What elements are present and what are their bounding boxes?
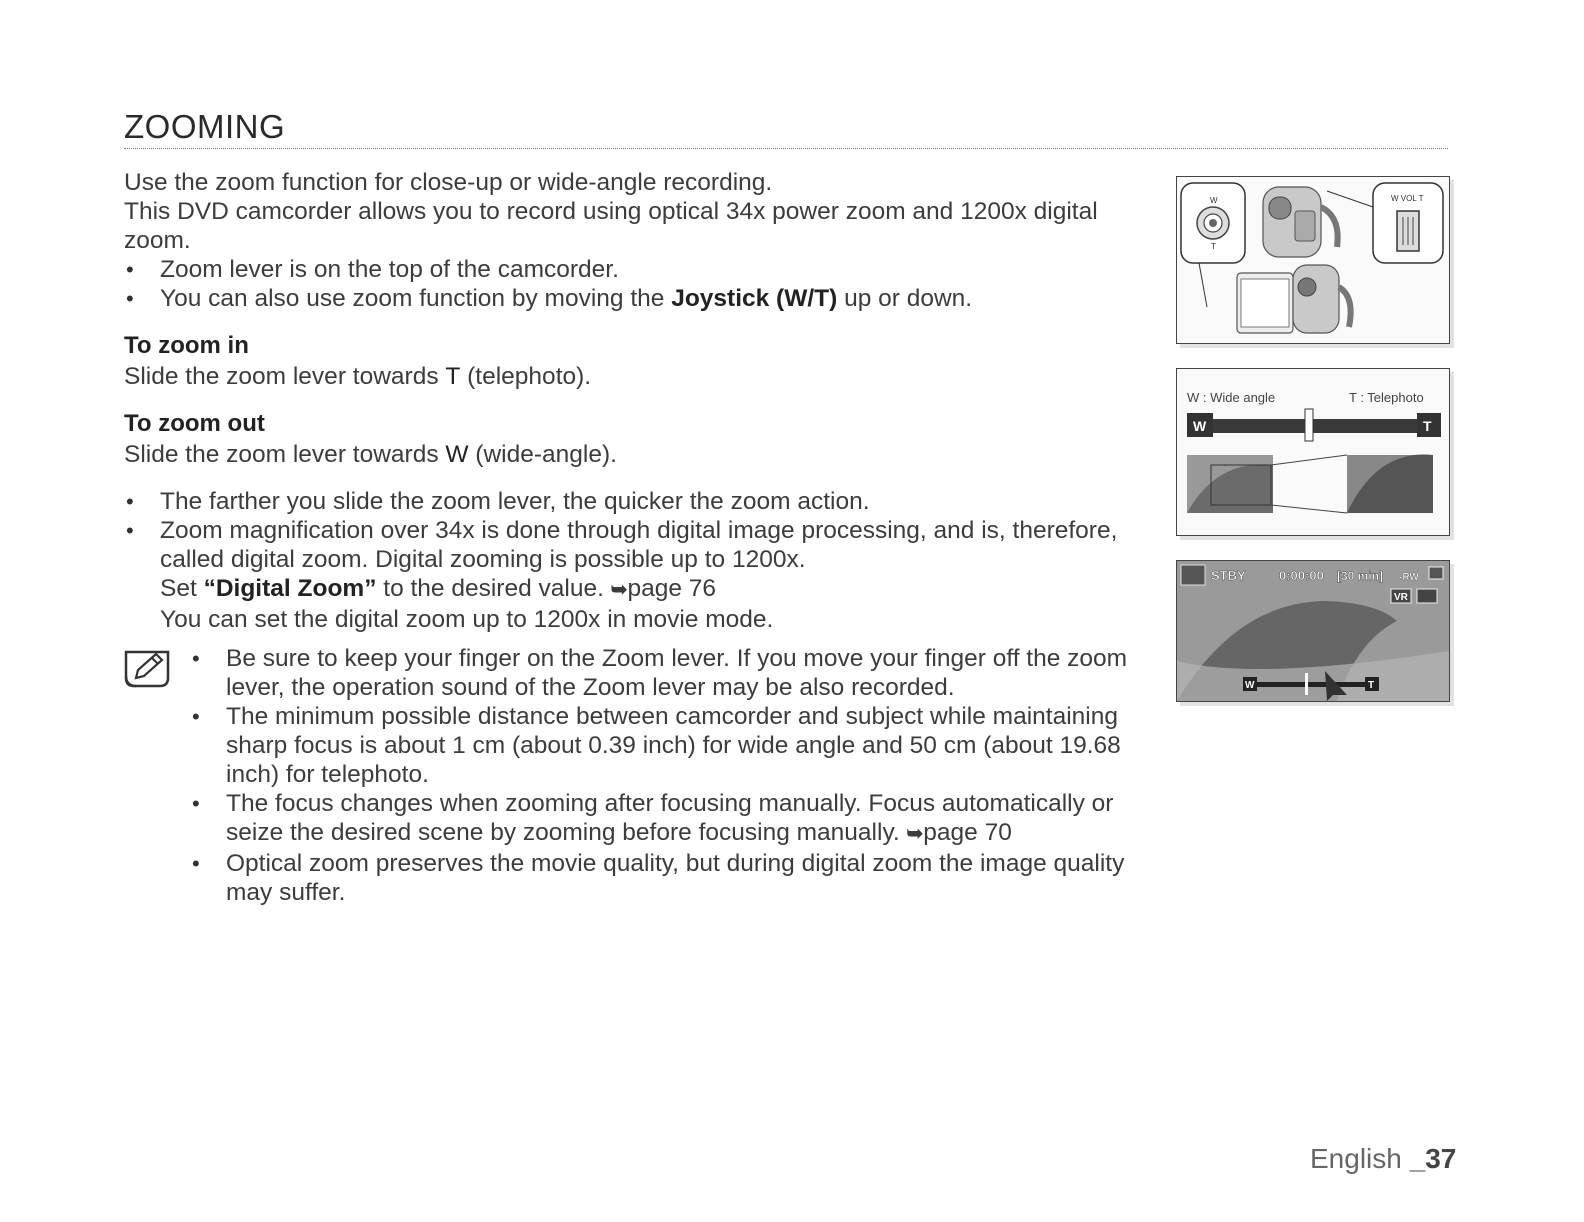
camcorder-drawing <box>1177 177 1449 343</box>
footer-language: English <box>1310 1143 1402 1174</box>
zoom-out-pre: Slide the zoom lever towards <box>124 441 446 468</box>
page-number: _37 <box>1409 1143 1457 1174</box>
battery-icon <box>1429 567 1443 579</box>
osd-time: 0:00:00 <box>1279 568 1324 583</box>
zoom-in-key: T <box>445 363 461 390</box>
page-ref-arrow-icon: ➥ <box>610 579 628 601</box>
osd-bar-w: W <box>1245 680 1255 691</box>
tips-block <box>124 487 1164 634</box>
intro-block <box>124 168 1164 313</box>
lever-label: W VOL T <box>1391 194 1424 203</box>
zoom-in-post: (telephoto). <box>460 363 592 390</box>
note-2: • The minimum possible distance between camcorder and subject while maintaining sharp focus is about 1 cm (about 0.39 inch) for wide angle and 50 cm (about 19.68 inch) for telephoto. <box>190 702 1170 789</box>
joystick-label: Joystick (W/T) <box>671 285 838 312</box>
wide-angle-label: W : Wide angle <box>1187 390 1276 405</box>
osd-vr: VR <box>1394 592 1408 603</box>
note-3 <box>190 789 1170 849</box>
zoom-in-heading: To zoom in <box>124 332 249 359</box>
w-key-label: W <box>1193 418 1207 434</box>
zoom-out-text <box>124 440 1164 469</box>
zoom-in-text <box>124 362 1164 391</box>
tip-set-post: to the desired value. <box>376 575 611 602</box>
intro-line-2: This DVD camcorder allows you to record using optical 34x power zoom and 1200x digital zoom. <box>124 198 1098 254</box>
note-pencil-icon <box>122 648 172 690</box>
note-4: • Optical zoom preserves the movie quality, but during digital zoom the image quality may suffer. <box>190 849 1170 907</box>
zoom-out-post: (wide-angle). <box>468 441 617 468</box>
note-1: • Be sure to keep your finger on the Zoom lever. If you move your finger off the zoom lever, the operation sound of the Zoom lever may be also recorded. <box>190 644 1170 702</box>
page-ref-76[interactable]: page 76 <box>627 575 717 602</box>
quality-icon <box>1417 589 1437 603</box>
osd-disc-type: -RW <box>1399 572 1419 583</box>
intro-bullet-2-pre: You can also use zoom function by moving the <box>160 285 672 312</box>
page-footer <box>1310 1143 1456 1175</box>
tip-bullet-2-line-1: • Zoom magnification over 34x is done through digital image processing, and is, therefore, called digital zoom. Digital zooming is possible up to 1200x. <box>160 517 1118 573</box>
intro-bullet-1: • Zoom lever is on the top of the camcorder. <box>124 255 1164 284</box>
tip-bullet-1: • The farther you slide the zoom lever, the quicker the zoom action. <box>124 487 1164 516</box>
page-ref-arrow-icon: ➥ <box>906 823 924 845</box>
tip-bullet-2-line-3: You can set the digital zoom up to 1200x in movie mode. <box>160 606 774 633</box>
zoom-range-drawing <box>1177 369 1449 535</box>
note-3-pre: The focus changes when zooming after focusing manually. Focus automatically or seize the desired scene by zooming before focusing manually. <box>226 790 1114 846</box>
tip-set-pre: Set <box>160 575 204 602</box>
tip-bullet-2 <box>124 516 1164 634</box>
telephoto-label: T : Telephoto <box>1349 390 1424 405</box>
zoom-out-key: W <box>445 441 469 468</box>
t-key-label: T <box>1423 418 1432 434</box>
osd-remaining: [30 min] <box>1337 569 1384 583</box>
digital-zoom-label: “Digital Zoom” <box>203 575 377 602</box>
osd-screen-illustration <box>1176 560 1450 702</box>
intro-bullet-2-post: up or down. <box>837 285 973 312</box>
notes-block <box>190 644 1170 907</box>
zoom-out-heading: To zoom out <box>124 410 265 437</box>
zoom-in-pre: Slide the zoom lever towards <box>124 363 446 390</box>
osd-screen-drawing <box>1177 561 1449 701</box>
osd-bar-t: T <box>1368 680 1375 691</box>
osd-stby: STBY <box>1211 568 1246 583</box>
camcorder-illustration <box>1176 176 1450 344</box>
joystick-w-label: W <box>1210 196 1218 205</box>
page-title: ZOOMING <box>124 108 1448 149</box>
intro-bullet-2 <box>124 284 1164 313</box>
intro-line-1: Use the zoom function for close-up or wide-angle recording. <box>124 169 773 196</box>
joystick-t-label: T <box>1211 242 1216 251</box>
zoom-range-illustration <box>1176 368 1450 536</box>
tip-bullet-2-set <box>160 574 1164 605</box>
page-ref-70[interactable]: page 70 <box>923 819 1012 846</box>
